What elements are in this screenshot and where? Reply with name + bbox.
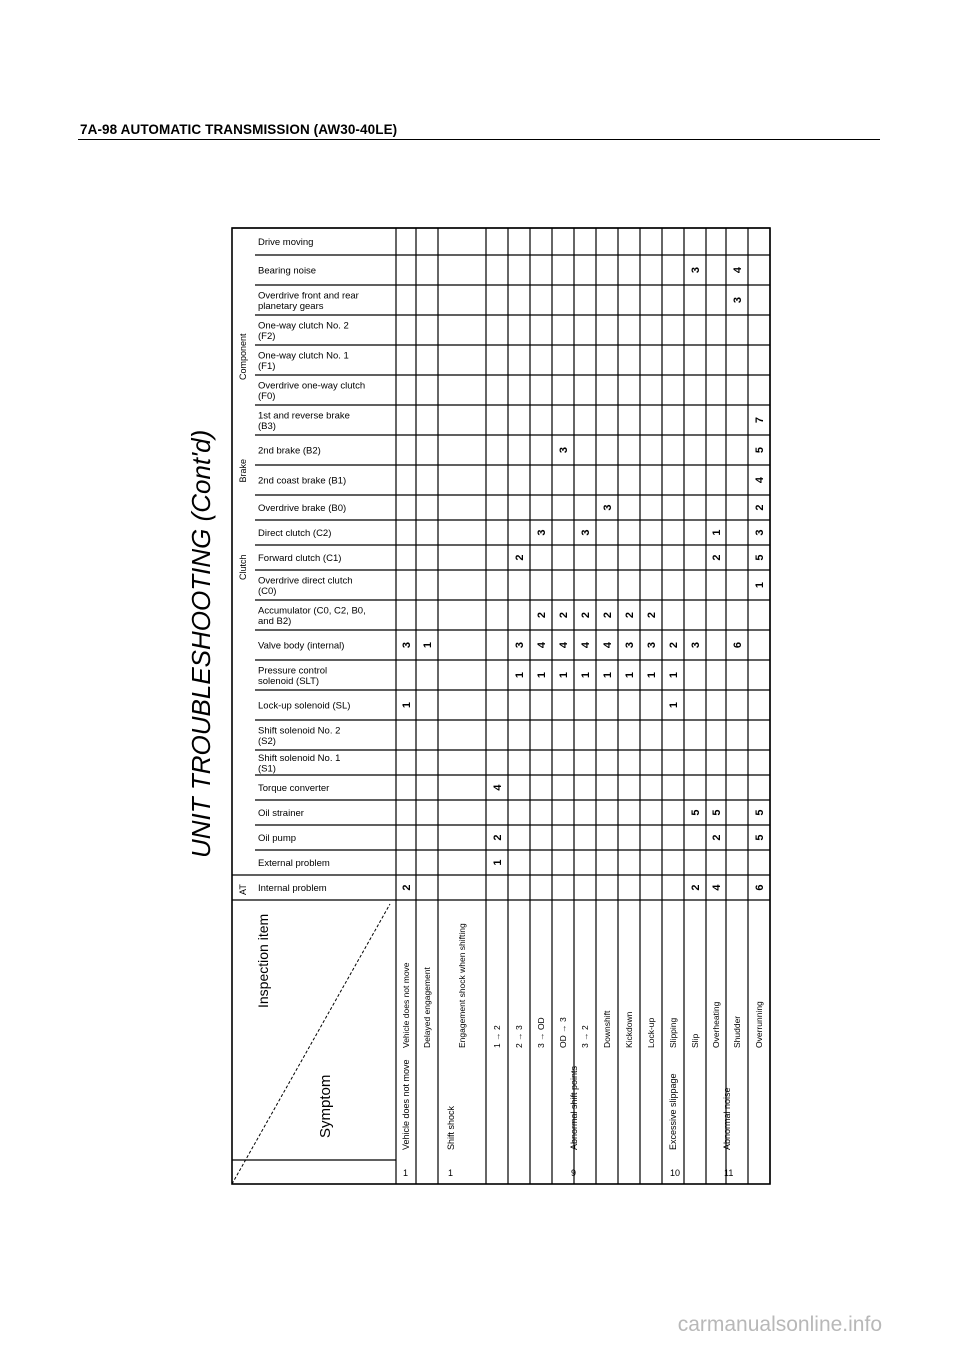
table-mark: 4 bbox=[580, 641, 592, 649]
symptom-label: OD → 3 bbox=[558, 1017, 568, 1048]
table-marks bbox=[401, 266, 766, 891]
table-mark: 6 bbox=[732, 641, 744, 649]
symptom-label: Delayed engagement bbox=[422, 967, 432, 1048]
symptom-label: Slipping bbox=[668, 1017, 678, 1048]
table-mark: 3 bbox=[624, 641, 636, 649]
symptom-group-number: 9 bbox=[571, 1168, 577, 1178]
table-mark: 1 bbox=[558, 671, 570, 679]
item-label: One-way clutch No. 2 bbox=[258, 320, 349, 332]
table-mark: 1 bbox=[536, 671, 548, 679]
item-group-label: AT bbox=[238, 884, 248, 895]
item-label: External problem bbox=[258, 858, 330, 869]
table-mark: 2 bbox=[401, 884, 413, 891]
table-mark: 2 bbox=[624, 611, 636, 619]
item-group-label: Brake bbox=[238, 458, 248, 483]
item-label: 2nd brake (B2) bbox=[258, 445, 321, 457]
item-label: (S1) bbox=[258, 763, 276, 775]
table-mark: 4 bbox=[732, 266, 744, 274]
item-label: 2nd coast brake (B1) bbox=[258, 475, 347, 487]
table-mark: 1 bbox=[646, 671, 658, 679]
symptom-label: 2 → 3 bbox=[514, 1025, 524, 1048]
item-label: Overdrive direct clutch bbox=[258, 575, 353, 587]
table-mark: 1 bbox=[754, 581, 766, 589]
chart-title: UNIT TROUBLESHOOTING (Cont'd) bbox=[186, 429, 216, 858]
table-mark: 2 bbox=[668, 641, 680, 649]
symptom-label: Engagement shock when shifting bbox=[457, 923, 467, 1048]
symptom-label: 3 → OD bbox=[536, 1017, 546, 1048]
item-label: Overdrive front and rear bbox=[258, 290, 359, 302]
symptom-group-number: 1 bbox=[403, 1168, 409, 1178]
table-mark: 2 bbox=[690, 884, 702, 891]
item-label: (B3) bbox=[258, 420, 276, 432]
table-mark: 1 bbox=[422, 641, 434, 649]
table-mark: 3 bbox=[646, 641, 658, 649]
table-mark: 1 bbox=[492, 859, 504, 866]
table-mark: 7 bbox=[754, 416, 766, 424]
symptom-group-label: Abnormal noise bbox=[722, 1087, 732, 1150]
symptom-group-number: 11 bbox=[724, 1168, 734, 1178]
item-label: (F0) bbox=[258, 390, 276, 402]
item-label: Shift solenoid No. 2 bbox=[258, 725, 341, 737]
table-mark: 3 bbox=[602, 504, 614, 511]
symptom-label: Slip bbox=[690, 1033, 700, 1048]
table-mark: 1 bbox=[602, 671, 614, 679]
table-mark: 4 bbox=[492, 784, 504, 791]
item-label: Forward clutch (C1) bbox=[258, 553, 342, 564]
table-mark: 5 bbox=[754, 834, 766, 841]
symptom-label: Vehicle does not move bbox=[401, 962, 411, 1048]
table-mark: 6 bbox=[754, 884, 766, 891]
table-mark: 5 bbox=[711, 809, 723, 816]
table-mark: 1 bbox=[668, 671, 680, 679]
item-group-label: Component bbox=[238, 333, 248, 380]
table-mark: 4 bbox=[711, 884, 723, 891]
symptom-label: Overheating bbox=[711, 1001, 721, 1048]
table-mark: 3 bbox=[536, 529, 548, 536]
item-label: Valve body (internal) bbox=[258, 640, 345, 652]
symptom-group-number: 10 bbox=[670, 1168, 681, 1178]
item-label: Bearing noise bbox=[258, 265, 317, 277]
table-mark: 2 bbox=[580, 611, 592, 619]
table-mark: 3 bbox=[514, 641, 526, 649]
table-mark: 1 bbox=[580, 671, 592, 679]
table-mark: 3 bbox=[580, 529, 592, 536]
item-label: (C0) bbox=[258, 585, 277, 597]
table-mark: 2 bbox=[711, 554, 723, 561]
item-label: Pressure control bbox=[258, 665, 328, 677]
symptom-group-number: 1 bbox=[448, 1168, 454, 1178]
item-label: Accumulator (C0, C2, B0, bbox=[258, 605, 366, 617]
table-mark: 2 bbox=[514, 554, 526, 561]
table-mark: 1 bbox=[668, 701, 680, 709]
table-mark: 5 bbox=[690, 809, 702, 816]
item-label: 1st and reverse brake bbox=[258, 410, 350, 422]
item-label: Torque converter bbox=[258, 783, 330, 794]
inspection-item-header: Inspection item bbox=[255, 913, 271, 1008]
symptom-group-label: Shift shock bbox=[446, 1105, 456, 1150]
table-mark: 4 bbox=[602, 641, 614, 649]
table-mark: 4 bbox=[754, 476, 766, 484]
item-label: (F2) bbox=[258, 330, 276, 342]
symptom-label: Kickdown bbox=[624, 1011, 634, 1048]
page-header: 7A-98 AUTOMATIC TRANSMISSION (AW30-40LE) bbox=[80, 122, 398, 137]
item-label: One-way clutch No. 1 bbox=[258, 350, 349, 362]
table-mark: 2 bbox=[711, 834, 723, 841]
watermark: carmanualsonline.info bbox=[677, 1313, 882, 1336]
table-mark: 3 bbox=[754, 529, 766, 536]
item-label: Overdrive one-way clutch bbox=[258, 380, 366, 392]
table-mark: 4 bbox=[558, 641, 570, 649]
symptom-label: Overrunning bbox=[754, 1001, 764, 1048]
item-label: Oil strainer bbox=[258, 808, 304, 819]
table-mark: 2 bbox=[754, 504, 766, 511]
item-label: Lock-up solenoid (SL) bbox=[258, 700, 351, 712]
table-mark: 2 bbox=[602, 611, 614, 619]
table-mark: 2 bbox=[646, 611, 658, 619]
item-label: planetary gears bbox=[258, 300, 324, 312]
table-mark: 3 bbox=[401, 641, 413, 649]
table-mark: 4 bbox=[536, 641, 548, 649]
item-label: Direct clutch (C2) bbox=[258, 528, 332, 539]
symptom-group-label: Excessive slippage bbox=[668, 1073, 678, 1150]
table-mark: 5 bbox=[754, 446, 766, 454]
symptom-label: Downshift bbox=[602, 1010, 612, 1048]
table-mark: 3 bbox=[558, 446, 570, 454]
table-mark: 1 bbox=[711, 529, 723, 536]
item-group-label: Clutch bbox=[238, 554, 248, 580]
table-mark: 2 bbox=[536, 611, 548, 619]
item-label: solenoid (SLT) bbox=[258, 675, 320, 687]
symptom-label: 3 → 2 bbox=[580, 1025, 590, 1048]
table-mark: 5 bbox=[754, 554, 766, 561]
item-label: Shift solenoid No. 1 bbox=[258, 752, 341, 764]
item-label: Drive moving bbox=[258, 237, 314, 248]
symptom-header: Symptom bbox=[317, 1074, 334, 1138]
table-mark: 2 bbox=[558, 611, 570, 619]
table-mark: 3 bbox=[690, 266, 702, 274]
symptom-labels bbox=[401, 923, 764, 1048]
symptom-label: Lock-up bbox=[646, 1017, 656, 1048]
symptom-group-label: Vehicle does not move bbox=[401, 1059, 411, 1150]
item-label: Internal problem bbox=[258, 883, 327, 894]
symptom-group-label: Abnormal shift points bbox=[569, 1065, 579, 1150]
item-label: Overdrive brake (B0) bbox=[258, 503, 347, 514]
inspection-item-labels bbox=[258, 237, 366, 894]
item-label: and B2) bbox=[258, 615, 292, 627]
table-mark: 2 bbox=[492, 834, 504, 841]
table-mark: 3 bbox=[732, 296, 744, 304]
table-mark: 1 bbox=[401, 701, 413, 709]
item-label: (F1) bbox=[258, 360, 276, 372]
table-mark: 5 bbox=[754, 809, 766, 816]
table-mark: 1 bbox=[624, 671, 636, 679]
table-mark: 1 bbox=[514, 671, 526, 679]
table-mark: 3 bbox=[690, 641, 702, 649]
symptom-label: 1 → 2 bbox=[492, 1025, 502, 1048]
symptom-label: Shudder bbox=[732, 1015, 742, 1048]
item-label: Oil pump bbox=[258, 833, 297, 844]
item-label: (S2) bbox=[258, 735, 276, 747]
